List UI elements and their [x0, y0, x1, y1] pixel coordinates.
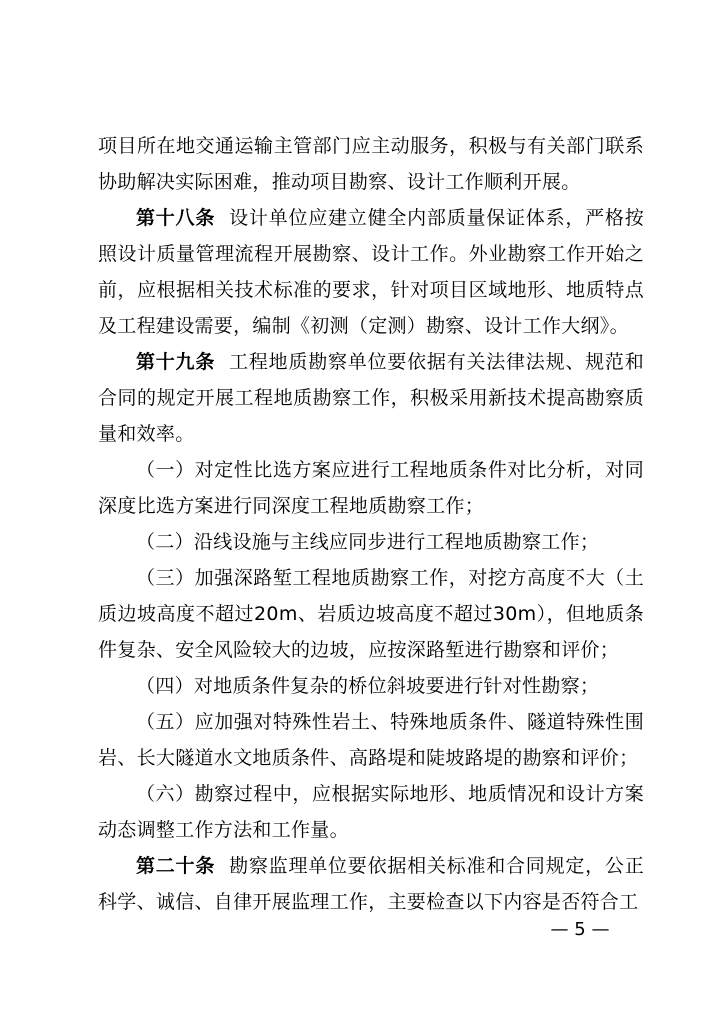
list-item-6: （六）勘察过程中，应根据实际地形、地质情况和设计方案动态调整工作方法和工作量。 — [98, 783, 644, 841]
article-text: 工程地质勘察单位要依据有关法律法规、规范和合同的规定开展工程地质勘察工作，积极采用新技术提高勘察质量和效率。 — [98, 351, 644, 445]
list-item-2: （二）沿线设施与主线应同步进行工程地质勘察工作； — [136, 531, 600, 553]
list-item-4: （四）对地质条件复杂的桥位斜坡要进行针对性勘察； — [136, 675, 600, 697]
list-item-3: （三）加强深路堑工程地质勘察工作，对挖方高度不大（土质边坡高度不超过20m、岩质边坡高度不超过30m），但地质条件复杂、安全风险较大的边坡，应按深路堑进行勘察和评价； — [98, 567, 644, 661]
list-item-1: （一）对定性比选方案应进行工程地质条件对比分析，对同深度比选方案进行同深度工程地质勘察工作； — [98, 459, 644, 517]
paragraph-continuation: 项目所在地交通运输主管部门应主动服务，积极与有关部门联系协助解决实际困难，推动项目勘察、设计工作顺利开展。 — [98, 135, 644, 193]
page-number: — 5 — — [550, 919, 610, 940]
article-label: 第十八条 — [136, 207, 216, 229]
article-20 — [98, 848, 644, 920]
article-text: 勘察监理单位要依据相关标准和合同规定，公正科学、诚信、自律开展监理工作，主要检查以下内容是否符合工 — [98, 855, 644, 913]
article-label: 第十九条 — [136, 351, 216, 373]
list-item-5: （五）应加强对特殊性岩土、特殊地质条件、隧道特殊性围岩、长大隧道水文地质条件、高路堤和陡坡路堤的勘察和评价； — [98, 711, 644, 769]
article-18 — [98, 200, 644, 344]
document-body — [98, 128, 644, 920]
article-label: 第二十条 — [136, 855, 216, 877]
article-text: 设计单位应建立健全内部质量保证体系，严格按照设计质量管理流程开展勘察、设计工作。外业勘察工作开始之前，应根据相关技术标准的要求，针对项目区域地形、地质特点及工程建设需要，编制《初测（定测）勘察、设计工作大纲》。 — [98, 207, 644, 337]
article-19 — [98, 344, 644, 452]
